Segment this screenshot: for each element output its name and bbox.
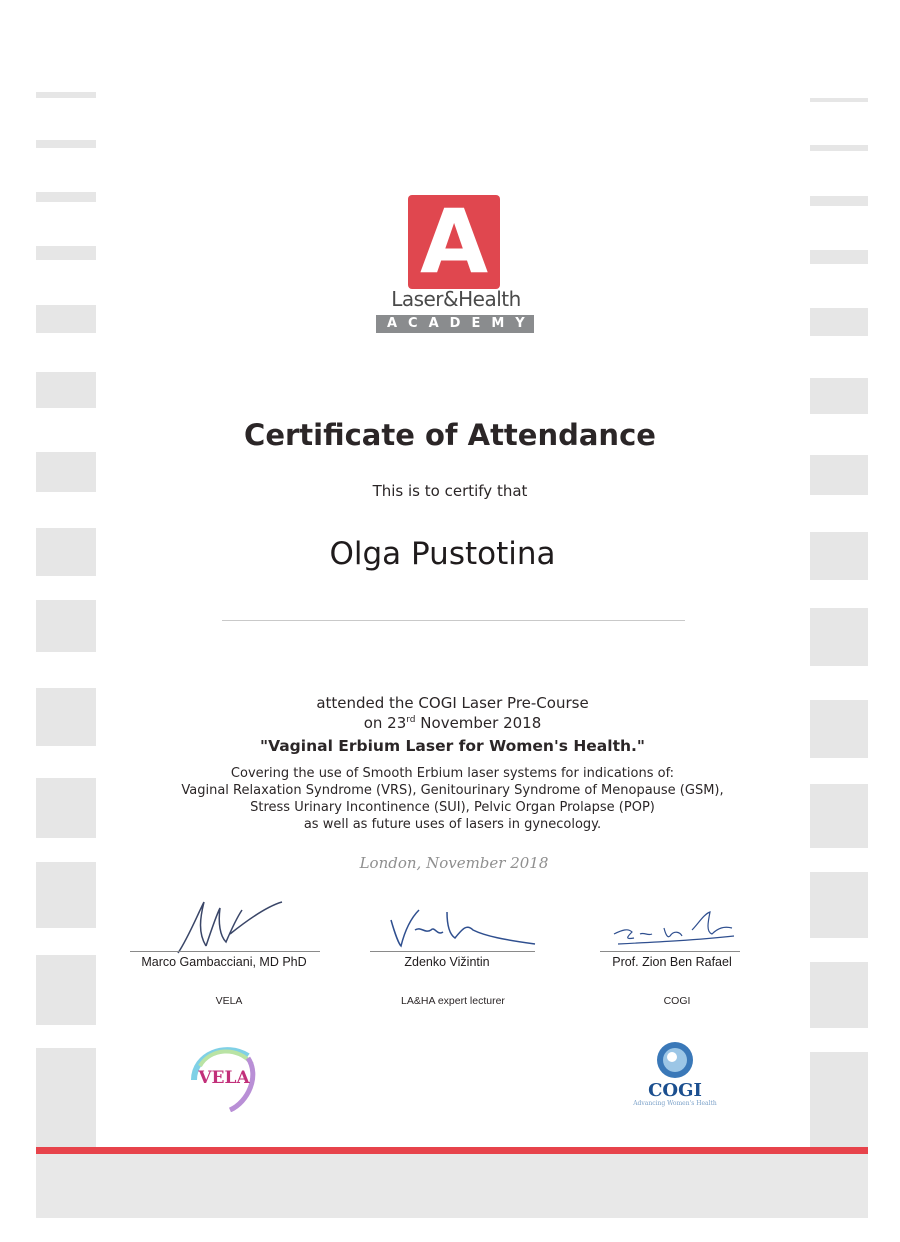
vela-logo xyxy=(186,1040,262,1112)
signature-line xyxy=(130,951,320,952)
cogi-logo xyxy=(620,1040,730,1112)
recipient-underline xyxy=(222,620,685,621)
signature-line xyxy=(370,951,535,952)
indications-line: Stress Urinary Incontinence (SUI), Pelvic Organ Prolapse (POP) xyxy=(250,800,655,815)
signature-ben-rafael xyxy=(608,906,738,951)
red-footer-band xyxy=(36,1147,868,1154)
signer-name: Marco Gambacciani, MD PhD xyxy=(141,955,307,969)
place-date: London, November 2018 xyxy=(359,854,549,872)
indications-line: Covering the use of Smooth Erbium laser systems for indications of: xyxy=(230,766,675,781)
logo-subtitle: ACADEMY xyxy=(376,315,534,333)
date-ordinal: rd xyxy=(406,715,416,725)
gray-footer-band xyxy=(36,1154,868,1218)
date-rest: November 2018 xyxy=(415,714,542,732)
logo-letter: A xyxy=(419,190,489,293)
attended-text: attended the COGI Laser Pre-Course xyxy=(316,694,589,712)
indications-text xyxy=(0,765,900,833)
certificate-title: Certificate of Attendance xyxy=(244,418,656,452)
vela-wordmark: VELA xyxy=(198,1068,250,1088)
indications-line: Vaginal Relaxation Syndrome (VRS), Genitourinary Syndrome of Menopause (GSM), xyxy=(181,783,724,798)
logo-name: Laser&Health xyxy=(391,287,521,311)
signature-line xyxy=(600,951,740,952)
signature-gambacciani xyxy=(160,898,290,958)
cogi-wordmark: COGI xyxy=(648,1080,702,1101)
date-prefix: on 23 xyxy=(363,714,407,732)
cogi-tagline: Advancing Women's Health xyxy=(633,1100,717,1107)
signer-organization: LA&HA expert lecturer xyxy=(401,995,505,1007)
recipient-name: Olga Pustotina xyxy=(329,536,556,572)
logo-mark xyxy=(408,190,500,293)
course-title: "Vaginal Erbium Laser for Women's Health." xyxy=(260,737,645,755)
indications-line: as well as future uses of lasers in gynecology. xyxy=(303,817,602,832)
certify-text: This is to certify that xyxy=(372,482,528,500)
signer-name: Zdenko Vižintin xyxy=(404,955,490,969)
cogi-emblem-icon xyxy=(620,1040,730,1080)
signer-name: Prof. Zion Ben Rafael xyxy=(612,955,732,969)
course-date xyxy=(0,714,900,732)
signature-vizintin xyxy=(385,900,545,955)
signer-organization: COGI xyxy=(663,995,691,1007)
signer-organization: VELA xyxy=(215,995,243,1007)
